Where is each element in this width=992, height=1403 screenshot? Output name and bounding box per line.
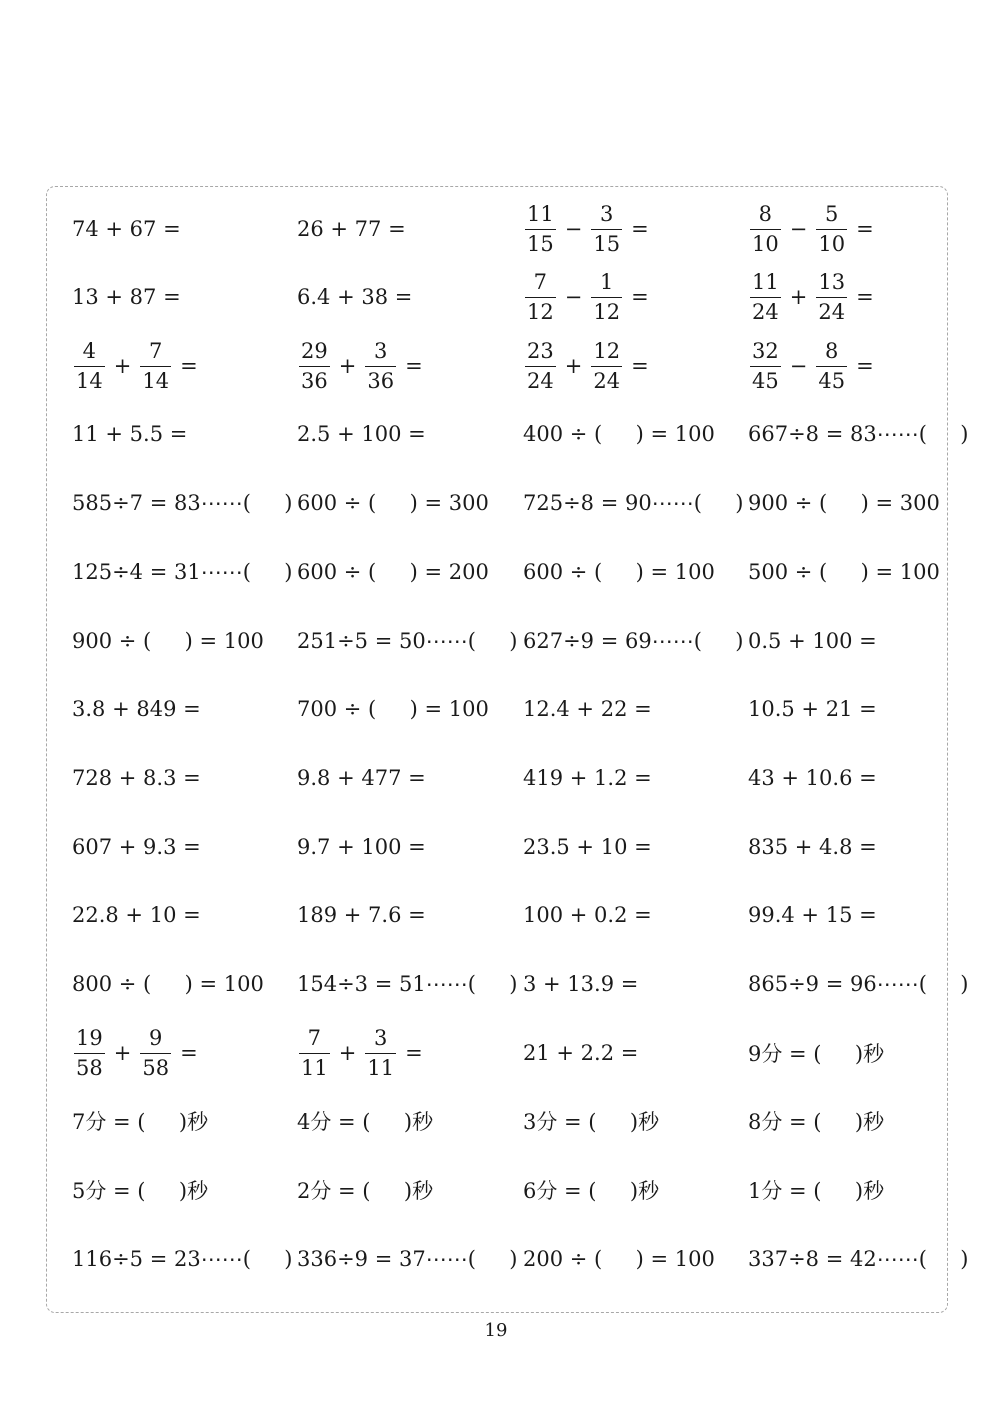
problem <box>297 483 489 523</box>
fraction-bar <box>750 229 781 230</box>
equals-sign: = <box>856 217 874 241</box>
fraction <box>750 338 781 393</box>
problem <box>297 209 406 249</box>
problem-row <box>72 1239 982 1279</box>
numerator: 7 <box>149 338 163 363</box>
problem <box>297 277 412 317</box>
problem-text: 800 ÷ ( ) = 100 <box>72 972 264 996</box>
problem <box>748 1033 884 1073</box>
problem <box>523 338 649 393</box>
denominator: 24 <box>818 299 846 324</box>
problem <box>748 201 874 256</box>
fraction-bar <box>816 229 847 230</box>
fraction-bar <box>140 366 171 367</box>
fraction <box>816 338 847 393</box>
problem <box>72 895 201 935</box>
problem <box>72 414 187 454</box>
problem <box>297 338 423 393</box>
fraction <box>525 269 556 324</box>
problem-row <box>72 895 982 935</box>
problem <box>523 1101 659 1141</box>
fraction <box>591 269 622 324</box>
problem-text: 500 ÷ ( ) = 100 <box>748 560 940 584</box>
fraction <box>74 1025 105 1080</box>
numerator: 7 <box>307 1025 322 1050</box>
problem-text: 13 + 87 = <box>72 285 181 309</box>
fraction-bar <box>365 366 396 367</box>
denominator: 14 <box>76 368 103 393</box>
operator: + <box>113 1041 132 1065</box>
fraction <box>140 1025 171 1080</box>
problem <box>748 689 877 729</box>
problem <box>748 338 874 393</box>
problem <box>72 827 201 867</box>
problem <box>523 689 652 729</box>
problem-text: 251÷5 = 50⋯⋯( ) <box>297 629 518 653</box>
problem <box>748 1170 884 1210</box>
problem-row <box>72 269 982 324</box>
problem <box>297 827 426 867</box>
fraction-bar <box>750 297 781 298</box>
fraction-bar <box>750 366 781 367</box>
problem <box>523 552 715 592</box>
problem-text: 26 + 77 = <box>297 217 406 241</box>
numerator: 5 <box>825 201 839 226</box>
denominator: 15 <box>527 231 554 256</box>
fraction-bar <box>299 1053 330 1054</box>
problem-text: 4分 = ( )秒 <box>297 1110 434 1134</box>
operator: − <box>564 217 583 241</box>
problem <box>748 1239 968 1279</box>
problem-text: 10.5 + 21 = <box>748 697 877 721</box>
fraction <box>74 338 105 393</box>
denominator: 36 <box>367 368 395 393</box>
numerator: 3 <box>374 338 388 363</box>
operator: + <box>564 354 583 378</box>
fraction <box>816 269 847 324</box>
problem <box>748 621 877 661</box>
problem-text: 43 + 10.6 = <box>748 766 877 790</box>
problem-text: 2分 = ( )秒 <box>297 1179 434 1203</box>
fraction-bar <box>299 366 330 367</box>
denominator: 10 <box>752 231 779 256</box>
denominator: 45 <box>752 368 779 393</box>
problem-text: 6.4 + 38 = <box>297 285 413 309</box>
fraction <box>365 1025 396 1080</box>
problem-text: 607 + 9.3 = <box>72 835 201 859</box>
problem-text: 3.8 + 849 = <box>72 697 201 721</box>
problem <box>297 1025 423 1080</box>
equals-sign: = <box>180 354 198 378</box>
problem <box>297 964 517 1004</box>
problem <box>297 1239 517 1279</box>
problem-row <box>72 1170 982 1210</box>
problem-text: 585÷7 = 83⋯⋯( ) <box>72 491 293 515</box>
fraction <box>525 338 556 393</box>
fraction-bar <box>525 297 556 298</box>
problem-text: 9.7 + 100 = <box>297 835 426 859</box>
operator: + <box>113 354 132 378</box>
problem <box>72 1025 198 1080</box>
problem <box>72 689 201 729</box>
equals-sign: = <box>180 1041 198 1065</box>
problem-text: 9分 = ( )秒 <box>748 1042 885 1066</box>
problem <box>523 483 743 523</box>
denominator: 45 <box>818 368 846 393</box>
problem-text: 835 + 4.8 = <box>748 835 877 859</box>
denominator: 12 <box>527 299 554 324</box>
problem <box>748 552 940 592</box>
problem-text: 700 ÷ ( ) = 100 <box>297 697 489 721</box>
problem-text: 2.5 + 100 = <box>297 422 426 446</box>
fraction <box>525 201 556 256</box>
problem <box>72 338 198 393</box>
problem <box>297 1170 433 1210</box>
denominator: 24 <box>527 368 554 393</box>
problem <box>523 827 652 867</box>
operator: − <box>789 217 808 241</box>
fraction <box>140 338 171 393</box>
problem-text: 600 ÷ ( ) = 100 <box>523 560 715 584</box>
problem <box>297 552 489 592</box>
numerator: 13 <box>818 269 846 294</box>
problem <box>748 964 968 1004</box>
problem-text: 12.4 + 22 = <box>523 697 652 721</box>
problem <box>297 758 426 798</box>
problem-row <box>72 338 982 393</box>
operator: − <box>564 285 583 309</box>
problem <box>72 964 264 1004</box>
problem-text: 667÷8 = 83⋯⋯( ) <box>748 422 969 446</box>
problem-text: 627÷9 = 69⋯⋯( ) <box>523 629 744 653</box>
fraction-bar <box>591 366 622 367</box>
problem <box>523 201 649 256</box>
problem-text: 725÷8 = 90⋯⋯( ) <box>523 491 744 515</box>
problem <box>523 621 743 661</box>
problem <box>297 621 517 661</box>
problem-text: 7分 = ( )秒 <box>72 1110 209 1134</box>
problem-text: 5分 = ( )秒 <box>72 1179 209 1203</box>
problem <box>748 414 968 454</box>
problem <box>72 209 181 249</box>
problem-text: 200 ÷ ( ) = 100 <box>523 1247 715 1271</box>
problem <box>523 414 715 454</box>
numerator: 1 <box>600 269 614 294</box>
problem <box>523 1170 659 1210</box>
problem-row <box>72 552 982 592</box>
problem-row <box>72 621 982 661</box>
problem-row <box>72 1025 982 1080</box>
fraction <box>591 201 622 256</box>
numerator: 8 <box>758 201 773 226</box>
numerator: 11 <box>752 269 779 294</box>
problem-text: 900 ÷ ( ) = 300 <box>748 491 940 515</box>
fraction <box>591 338 622 393</box>
problem-text: 400 ÷ ( ) = 100 <box>523 422 715 446</box>
problem-text: 1分 = ( )秒 <box>748 1179 885 1203</box>
denominator: 11 <box>367 1055 395 1080</box>
equals-sign: = <box>405 1041 423 1065</box>
fraction-bar <box>525 229 556 230</box>
problem-row <box>72 201 982 256</box>
problem-text: 116÷5 = 23⋯⋯( ) <box>72 1247 293 1271</box>
problem-text: 336÷9 = 37⋯⋯( ) <box>297 1247 518 1271</box>
problem <box>72 483 292 523</box>
fraction-bar <box>365 1053 396 1054</box>
numerator: 4 <box>82 338 97 363</box>
problem-text: 337÷8 = 42⋯⋯( ) <box>748 1247 969 1271</box>
problem-text: 189 + 7.6 = <box>297 903 426 927</box>
page-number: 19 <box>484 1320 508 1341</box>
problem <box>72 1101 208 1141</box>
denominator: 11 <box>301 1055 328 1080</box>
problem <box>748 895 877 935</box>
denominator: 10 <box>818 231 846 256</box>
numerator: 29 <box>301 338 328 363</box>
problem <box>523 1033 638 1073</box>
problem <box>523 1239 715 1279</box>
problem <box>72 758 201 798</box>
problem-row <box>72 758 982 798</box>
problem-row <box>72 414 982 454</box>
denominator: 36 <box>301 368 328 393</box>
denominator: 12 <box>593 299 621 324</box>
denominator: 24 <box>593 368 621 393</box>
problem-text: 0.5 + 100 = <box>748 629 877 653</box>
problem-text: 22.8 + 10 = <box>72 903 201 927</box>
operator: − <box>789 354 808 378</box>
operator: + <box>789 285 808 309</box>
numerator: 12 <box>593 338 621 363</box>
problem <box>297 689 489 729</box>
fraction-bar <box>74 366 105 367</box>
fraction-bar <box>816 366 847 367</box>
problem <box>748 827 877 867</box>
problem-text: 600 ÷ ( ) = 200 <box>297 560 489 584</box>
operator: + <box>338 1041 357 1065</box>
problem <box>72 1239 292 1279</box>
fraction-bar <box>816 297 847 298</box>
problem-row <box>72 827 982 867</box>
fraction-bar <box>591 297 622 298</box>
numerator: 9 <box>149 1025 163 1050</box>
problem-text: 125÷4 = 31⋯⋯( ) <box>72 560 293 584</box>
numerator: 11 <box>527 201 554 226</box>
numerator: 8 <box>825 338 839 363</box>
problem-text: 154÷3 = 51⋯⋯( ) <box>297 972 518 996</box>
fraction <box>299 1025 330 1080</box>
equals-sign: = <box>631 285 649 309</box>
problem-text: 865÷9 = 96⋯⋯( ) <box>748 972 969 996</box>
equals-sign: = <box>631 217 649 241</box>
denominator: 58 <box>76 1055 103 1080</box>
fraction <box>816 201 847 256</box>
problem-text: 11 + 5.5 = <box>72 422 188 446</box>
problem-text: 9.8 + 477 = <box>297 766 426 790</box>
fraction <box>750 201 781 256</box>
operator: + <box>338 354 357 378</box>
numerator: 19 <box>76 1025 103 1050</box>
fraction-bar <box>591 229 622 230</box>
fraction-bar <box>140 1053 171 1054</box>
equals-sign: = <box>405 354 423 378</box>
problem-text: 728 + 8.3 = <box>72 766 201 790</box>
fraction <box>750 269 781 324</box>
problem-text: 600 ÷ ( ) = 300 <box>297 491 489 515</box>
problem <box>523 758 652 798</box>
equals-sign: = <box>856 354 874 378</box>
numerator: 23 <box>527 338 554 363</box>
problem-text: 23.5 + 10 = <box>523 835 652 859</box>
equals-sign: = <box>631 354 649 378</box>
problem-text: 74 + 67 = <box>72 217 181 241</box>
problem <box>523 269 649 324</box>
problem-text: 100 + 0.2 = <box>523 903 652 927</box>
problem <box>72 552 292 592</box>
problem <box>297 414 426 454</box>
equals-sign: = <box>856 285 874 309</box>
problem-text: 99.4 + 15 = <box>748 903 877 927</box>
problem-text: 21 + 2.2 = <box>523 1041 639 1065</box>
denominator: 58 <box>142 1055 170 1080</box>
fraction <box>299 338 330 393</box>
numerator: 7 <box>533 269 548 294</box>
numerator: 32 <box>752 338 779 363</box>
problem <box>72 1170 208 1210</box>
fraction-bar <box>525 366 556 367</box>
problem <box>72 621 264 661</box>
problem <box>523 895 652 935</box>
fraction-bar <box>74 1053 105 1054</box>
problem-text: 900 ÷ ( ) = 100 <box>72 629 264 653</box>
problem <box>748 269 874 324</box>
problem <box>297 895 426 935</box>
problem <box>523 964 638 1004</box>
problem-text: 3 + 13.9 = <box>523 972 639 996</box>
problem-text: 6分 = ( )秒 <box>523 1179 660 1203</box>
problem <box>297 1101 433 1141</box>
problem-row <box>72 689 982 729</box>
problem-text: 3分 = ( )秒 <box>523 1110 660 1134</box>
problem <box>72 277 181 317</box>
problem-text: 8分 = ( )秒 <box>748 1110 885 1134</box>
numerator: 3 <box>374 1025 388 1050</box>
problem-row <box>72 964 982 1004</box>
denominator: 14 <box>142 368 170 393</box>
problem-row <box>72 483 982 523</box>
problem <box>748 1101 884 1141</box>
problem-row <box>72 1101 982 1141</box>
denominator: 15 <box>593 231 621 256</box>
fraction <box>365 338 396 393</box>
problem-text: 419 + 1.2 = <box>523 766 652 790</box>
denominator: 24 <box>752 299 779 324</box>
numerator: 3 <box>600 201 614 226</box>
problem <box>748 758 877 798</box>
problem <box>748 483 940 523</box>
